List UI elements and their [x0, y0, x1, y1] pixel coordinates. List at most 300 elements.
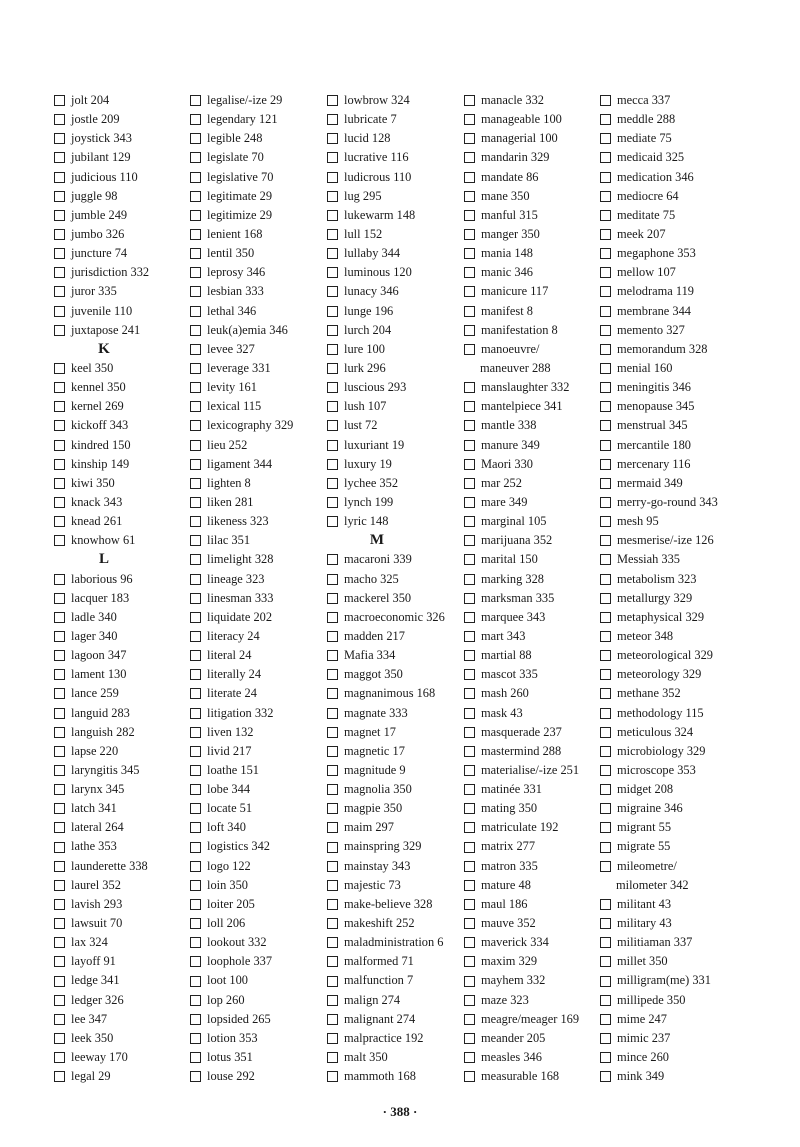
checkbox[interactable]	[464, 459, 475, 470]
checkbox[interactable]	[327, 95, 338, 106]
word-entry	[327, 455, 445, 474]
checkbox[interactable]	[464, 784, 475, 795]
checkbox[interactable]	[190, 248, 201, 259]
word-label: jostle 209	[71, 112, 120, 127]
checkbox[interactable]	[464, 822, 475, 833]
checkbox[interactable]	[54, 842, 65, 853]
checkbox[interactable]	[190, 1071, 201, 1082]
checkbox[interactable]	[600, 1014, 611, 1025]
checkbox[interactable]	[327, 325, 338, 336]
checkbox[interactable]	[190, 765, 201, 776]
checkbox[interactable]	[464, 382, 475, 393]
checkbox[interactable]	[327, 784, 338, 795]
checkbox[interactable]	[54, 286, 65, 297]
checkbox[interactable]	[327, 440, 338, 451]
word-label: mask 43	[481, 705, 523, 720]
word-label: manure 349	[481, 437, 540, 452]
checkbox[interactable]	[190, 822, 201, 833]
checkbox[interactable]	[190, 420, 201, 431]
checkbox[interactable]	[54, 708, 65, 719]
checkbox[interactable]	[600, 344, 611, 355]
checkbox[interactable]	[464, 267, 475, 278]
checkbox[interactable]	[600, 918, 611, 929]
checkbox[interactable]	[327, 612, 338, 623]
checkbox[interactable]	[54, 765, 65, 776]
checkbox[interactable]	[327, 306, 338, 317]
word-entry	[600, 531, 718, 550]
word-label: ledger 326	[71, 992, 124, 1007]
checkbox[interactable]	[54, 172, 65, 183]
checkbox[interactable]	[327, 574, 338, 585]
checkbox[interactable]	[464, 497, 475, 508]
checkbox[interactable]	[190, 746, 201, 757]
word-label: juggle 98	[71, 188, 118, 203]
checkbox[interactable]	[600, 382, 611, 393]
checkbox[interactable]	[600, 114, 611, 125]
checkbox[interactable]	[54, 152, 65, 163]
checkbox[interactable]	[600, 1033, 611, 1044]
checkbox[interactable]	[190, 1014, 201, 1025]
word-label: mantle 338	[481, 418, 537, 433]
checkbox[interactable]	[54, 325, 65, 336]
checkbox[interactable]	[190, 574, 201, 585]
checkbox[interactable]	[600, 229, 611, 240]
checkbox[interactable]	[600, 708, 611, 719]
word-label: loathe 151	[207, 762, 259, 777]
checkbox[interactable]	[600, 363, 611, 374]
word-label: legendary 121	[207, 112, 278, 127]
checkbox[interactable]	[190, 478, 201, 489]
checkbox[interactable]	[54, 593, 65, 604]
checkbox[interactable]	[327, 765, 338, 776]
word-entry	[190, 436, 293, 455]
checkbox[interactable]	[54, 669, 65, 680]
checkbox[interactable]	[190, 172, 201, 183]
checkbox[interactable]	[464, 669, 475, 680]
checkbox[interactable]	[190, 899, 201, 910]
checkbox[interactable]	[600, 95, 611, 106]
checkbox[interactable]	[327, 478, 338, 489]
checkbox[interactable]	[190, 956, 201, 967]
checkbox[interactable]	[327, 363, 338, 374]
checkbox[interactable]	[600, 842, 611, 853]
checkbox[interactable]	[190, 191, 201, 202]
checkbox[interactable]	[600, 688, 611, 699]
checkbox[interactable]	[190, 152, 201, 163]
checkbox[interactable]	[54, 803, 65, 814]
checkbox[interactable]	[190, 344, 201, 355]
checkbox[interactable]	[327, 669, 338, 680]
checkbox[interactable]	[327, 650, 338, 661]
checkbox[interactable]	[190, 708, 201, 719]
word-label: millipede 350	[617, 992, 686, 1007]
checkbox[interactable]	[190, 937, 201, 948]
checkbox[interactable]	[327, 727, 338, 738]
checkbox[interactable]	[190, 650, 201, 661]
word-entry	[327, 857, 445, 876]
checkbox[interactable]	[190, 842, 201, 853]
word-entry	[327, 780, 445, 799]
checkbox[interactable]	[600, 631, 611, 642]
checkbox[interactable]	[600, 478, 611, 489]
checkbox[interactable]	[327, 880, 338, 891]
checkbox[interactable]	[327, 1014, 338, 1025]
checkbox[interactable]	[54, 535, 65, 546]
checkbox[interactable]	[190, 995, 201, 1006]
word-entry	[190, 837, 293, 856]
checkbox[interactable]	[190, 784, 201, 795]
checkbox[interactable]	[54, 880, 65, 891]
word-entry	[190, 493, 293, 512]
checkbox[interactable]	[190, 554, 201, 565]
checkbox[interactable]	[327, 937, 338, 948]
checkbox[interactable]	[54, 956, 65, 967]
word-label: marginal 105	[481, 514, 547, 529]
checkbox[interactable]	[600, 650, 611, 661]
checkbox[interactable]	[190, 497, 201, 508]
checkbox[interactable]	[327, 918, 338, 929]
checkbox[interactable]	[190, 229, 201, 240]
checkbox[interactable]	[54, 382, 65, 393]
checkbox[interactable]	[600, 995, 611, 1006]
checkbox[interactable]	[54, 401, 65, 412]
checkbox[interactable]	[600, 152, 611, 163]
checkbox[interactable]	[327, 210, 338, 221]
word-entry	[600, 684, 718, 703]
checkbox[interactable]	[190, 861, 201, 872]
checkbox[interactable]	[327, 133, 338, 144]
checkbox[interactable]	[54, 133, 65, 144]
word-label: menial 160	[617, 360, 673, 375]
checkbox[interactable]	[327, 152, 338, 163]
checkbox[interactable]	[600, 976, 611, 987]
checkbox[interactable]	[600, 459, 611, 470]
checkbox[interactable]	[600, 956, 611, 967]
checkbox[interactable]	[464, 976, 475, 987]
checkbox[interactable]	[464, 133, 475, 144]
checkbox[interactable]	[464, 861, 475, 872]
checkbox[interactable]	[54, 976, 65, 987]
checkbox[interactable]	[327, 861, 338, 872]
checkbox[interactable]	[54, 516, 65, 527]
checkbox[interactable]	[327, 248, 338, 259]
word-entry	[464, 933, 579, 952]
checkbox[interactable]	[464, 344, 475, 355]
checkbox[interactable]	[54, 306, 65, 317]
checkbox[interactable]	[190, 1052, 201, 1063]
checkbox[interactable]	[54, 1014, 65, 1025]
checkbox[interactable]	[600, 497, 611, 508]
checkbox[interactable]	[327, 631, 338, 642]
word-label: mellow 107	[617, 265, 676, 280]
checkbox[interactable]	[600, 286, 611, 297]
checkbox[interactable]	[600, 535, 611, 546]
checkbox[interactable]	[327, 344, 338, 355]
checkbox[interactable]	[464, 210, 475, 221]
word-entry	[464, 340, 579, 359]
checkbox[interactable]	[464, 152, 475, 163]
checkbox[interactable]	[54, 95, 65, 106]
checkbox[interactable]	[464, 554, 475, 565]
checkbox[interactable]	[464, 286, 475, 297]
checkbox[interactable]	[600, 1052, 611, 1063]
checkbox[interactable]	[464, 746, 475, 757]
word-entry	[190, 512, 293, 531]
checkbox[interactable]	[54, 574, 65, 585]
checkbox[interactable]	[190, 727, 201, 738]
word-entry	[464, 416, 579, 435]
checkbox[interactable]	[464, 937, 475, 948]
checkbox[interactable]	[190, 631, 201, 642]
checkbox[interactable]	[464, 612, 475, 623]
word-entry	[464, 493, 579, 512]
checkbox[interactable]	[327, 554, 338, 565]
checkbox[interactable]	[464, 918, 475, 929]
checkbox[interactable]	[464, 172, 475, 183]
checkbox[interactable]	[190, 535, 201, 546]
checkbox[interactable]	[464, 516, 475, 527]
checkbox[interactable]	[54, 459, 65, 470]
checkbox[interactable]	[464, 593, 475, 604]
checkbox[interactable]	[54, 822, 65, 833]
word-entry	[190, 589, 293, 608]
checkbox[interactable]	[190, 976, 201, 987]
checkbox[interactable]	[54, 727, 65, 738]
checkbox[interactable]	[190, 1033, 201, 1044]
checkbox[interactable]	[464, 478, 475, 489]
checkbox[interactable]	[54, 248, 65, 259]
checkbox[interactable]	[327, 803, 338, 814]
checkbox[interactable]	[327, 191, 338, 202]
checkbox[interactable]	[327, 708, 338, 719]
checkbox[interactable]	[327, 516, 338, 527]
checkbox[interactable]	[327, 822, 338, 833]
checkbox[interactable]	[327, 593, 338, 604]
checkbox[interactable]	[600, 899, 611, 910]
checkbox[interactable]	[190, 210, 201, 221]
checkbox[interactable]	[600, 516, 611, 527]
checkbox[interactable]	[54, 995, 65, 1006]
checkbox[interactable]	[464, 440, 475, 451]
word-entry	[327, 627, 445, 646]
checkbox[interactable]	[327, 401, 338, 412]
word-entry	[190, 570, 293, 589]
checkbox[interactable]	[190, 803, 201, 814]
checkbox[interactable]	[54, 420, 65, 431]
checkbox[interactable]	[54, 746, 65, 757]
checkbox[interactable]	[190, 95, 201, 106]
checkbox[interactable]	[327, 382, 338, 393]
checkbox[interactable]	[54, 650, 65, 661]
checkbox[interactable]	[54, 899, 65, 910]
checkbox[interactable]	[600, 574, 611, 585]
word-label: medicaid 325	[617, 150, 685, 165]
checkbox[interactable]	[600, 554, 611, 565]
checkbox[interactable]	[190, 918, 201, 929]
checkbox[interactable]	[600, 861, 611, 872]
checkbox[interactable]	[464, 95, 475, 106]
checkbox[interactable]	[327, 229, 338, 240]
checkbox[interactable]	[190, 401, 201, 412]
checkbox[interactable]	[600, 267, 611, 278]
checkbox[interactable]	[464, 574, 475, 585]
checkbox[interactable]	[190, 516, 201, 527]
checkbox[interactable]	[327, 976, 338, 987]
checkbox[interactable]	[327, 995, 338, 1006]
checkbox[interactable]	[600, 727, 611, 738]
checkbox[interactable]	[327, 267, 338, 278]
checkbox[interactable]	[327, 746, 338, 757]
checkbox[interactable]	[327, 420, 338, 431]
checkbox[interactable]	[327, 899, 338, 910]
checkbox[interactable]	[327, 842, 338, 853]
checkbox[interactable]	[54, 267, 65, 278]
checkbox[interactable]	[54, 918, 65, 929]
checkbox[interactable]	[190, 286, 201, 297]
checkbox[interactable]	[464, 535, 475, 546]
checkbox[interactable]	[600, 248, 611, 259]
checkbox[interactable]	[54, 1033, 65, 1044]
checkbox[interactable]	[600, 191, 611, 202]
word-label: leuk(a)emia 346	[207, 322, 288, 337]
checkbox[interactable]	[54, 210, 65, 221]
checkbox[interactable]	[464, 248, 475, 259]
checkbox[interactable]	[600, 784, 611, 795]
word-label: lotus 351	[207, 1050, 253, 1065]
checkbox[interactable]	[54, 497, 65, 508]
checkbox[interactable]	[190, 114, 201, 125]
checkbox[interactable]	[600, 401, 611, 412]
checkbox[interactable]	[600, 1071, 611, 1082]
checkbox[interactable]	[464, 631, 475, 642]
checkbox[interactable]	[54, 363, 65, 374]
checkbox[interactable]	[327, 497, 338, 508]
checkbox[interactable]	[190, 669, 201, 680]
word-label: manifest 8	[481, 303, 533, 318]
checkbox[interactable]	[464, 765, 475, 776]
checkbox[interactable]	[327, 1071, 338, 1082]
checkbox[interactable]	[190, 593, 201, 604]
checkbox[interactable]	[464, 229, 475, 240]
checkbox[interactable]	[54, 1052, 65, 1063]
checkbox[interactable]	[54, 784, 65, 795]
checkbox[interactable]	[190, 880, 201, 891]
checkbox[interactable]	[327, 114, 338, 125]
checkbox[interactable]	[464, 650, 475, 661]
checkbox[interactable]	[327, 1033, 338, 1044]
checkbox[interactable]	[464, 880, 475, 891]
checkbox[interactable]	[190, 306, 201, 317]
checkbox[interactable]	[464, 306, 475, 317]
checkbox[interactable]	[464, 899, 475, 910]
word-label: lateral 264	[71, 820, 124, 835]
checkbox[interactable]	[600, 325, 611, 336]
checkbox[interactable]	[464, 401, 475, 412]
checkbox[interactable]	[190, 133, 201, 144]
checkbox[interactable]	[54, 229, 65, 240]
checkbox[interactable]	[600, 937, 611, 948]
checkbox[interactable]	[464, 114, 475, 125]
word-label: lament 130	[71, 667, 127, 682]
checkbox[interactable]	[54, 631, 65, 642]
checkbox[interactable]	[600, 669, 611, 680]
checkbox[interactable]	[464, 956, 475, 967]
word-entry	[464, 857, 579, 876]
word-entry	[190, 244, 293, 263]
checkbox[interactable]	[54, 937, 65, 948]
checkbox[interactable]	[600, 612, 611, 623]
word-label: manacle 332	[481, 93, 544, 107]
checkbox[interactable]	[464, 708, 475, 719]
word-label: livid 217	[207, 743, 252, 758]
word-label: maggot 350	[344, 667, 403, 682]
checkbox[interactable]	[464, 803, 475, 814]
checkbox[interactable]	[54, 478, 65, 489]
checkbox[interactable]	[464, 727, 475, 738]
checkbox[interactable]	[327, 688, 338, 699]
checkbox[interactable]	[600, 420, 611, 431]
checkbox[interactable]	[464, 325, 475, 336]
checkbox[interactable]	[190, 382, 201, 393]
checkbox[interactable]	[600, 822, 611, 833]
checkbox[interactable]	[54, 861, 65, 872]
checkbox[interactable]	[190, 688, 201, 699]
checkbox[interactable]	[190, 440, 201, 451]
checkbox[interactable]	[464, 1033, 475, 1044]
checkbox[interactable]	[464, 1014, 475, 1025]
checkbox[interactable]	[600, 746, 611, 757]
checkbox[interactable]	[327, 956, 338, 967]
checkbox[interactable]	[600, 803, 611, 814]
word-entry	[54, 952, 154, 971]
checkbox[interactable]	[600, 593, 611, 604]
checkbox[interactable]	[54, 440, 65, 451]
checkbox[interactable]	[190, 363, 201, 374]
checkbox[interactable]	[54, 191, 65, 202]
checkbox[interactable]	[464, 191, 475, 202]
checkbox[interactable]	[327, 1052, 338, 1063]
checkbox[interactable]	[54, 688, 65, 699]
checkbox[interactable]	[464, 688, 475, 699]
checkbox[interactable]	[600, 765, 611, 776]
checkbox[interactable]	[54, 1071, 65, 1082]
checkbox[interactable]	[54, 612, 65, 623]
checkbox[interactable]	[464, 842, 475, 853]
checkbox[interactable]	[327, 172, 338, 183]
checkbox[interactable]	[190, 612, 201, 623]
checkbox[interactable]	[464, 420, 475, 431]
word-entry	[190, 627, 293, 646]
checkbox[interactable]	[600, 210, 611, 221]
checkbox[interactable]	[600, 172, 611, 183]
checkbox[interactable]	[600, 440, 611, 451]
checkbox[interactable]	[190, 459, 201, 470]
checkbox[interactable]	[54, 114, 65, 125]
checkbox[interactable]	[464, 1071, 475, 1082]
word-label: lager 340	[71, 628, 118, 643]
checkbox[interactable]	[190, 267, 201, 278]
word-label: lexical 115	[207, 399, 262, 414]
checkbox[interactable]	[327, 459, 338, 470]
checkbox[interactable]	[600, 133, 611, 144]
word-label: leprosy 346	[207, 265, 266, 280]
checkbox[interactable]	[327, 286, 338, 297]
checkbox[interactable]	[190, 325, 201, 336]
word-label: madden 217	[344, 628, 405, 643]
checkbox[interactable]	[600, 306, 611, 317]
checkbox[interactable]	[464, 995, 475, 1006]
checkbox[interactable]	[464, 1052, 475, 1063]
